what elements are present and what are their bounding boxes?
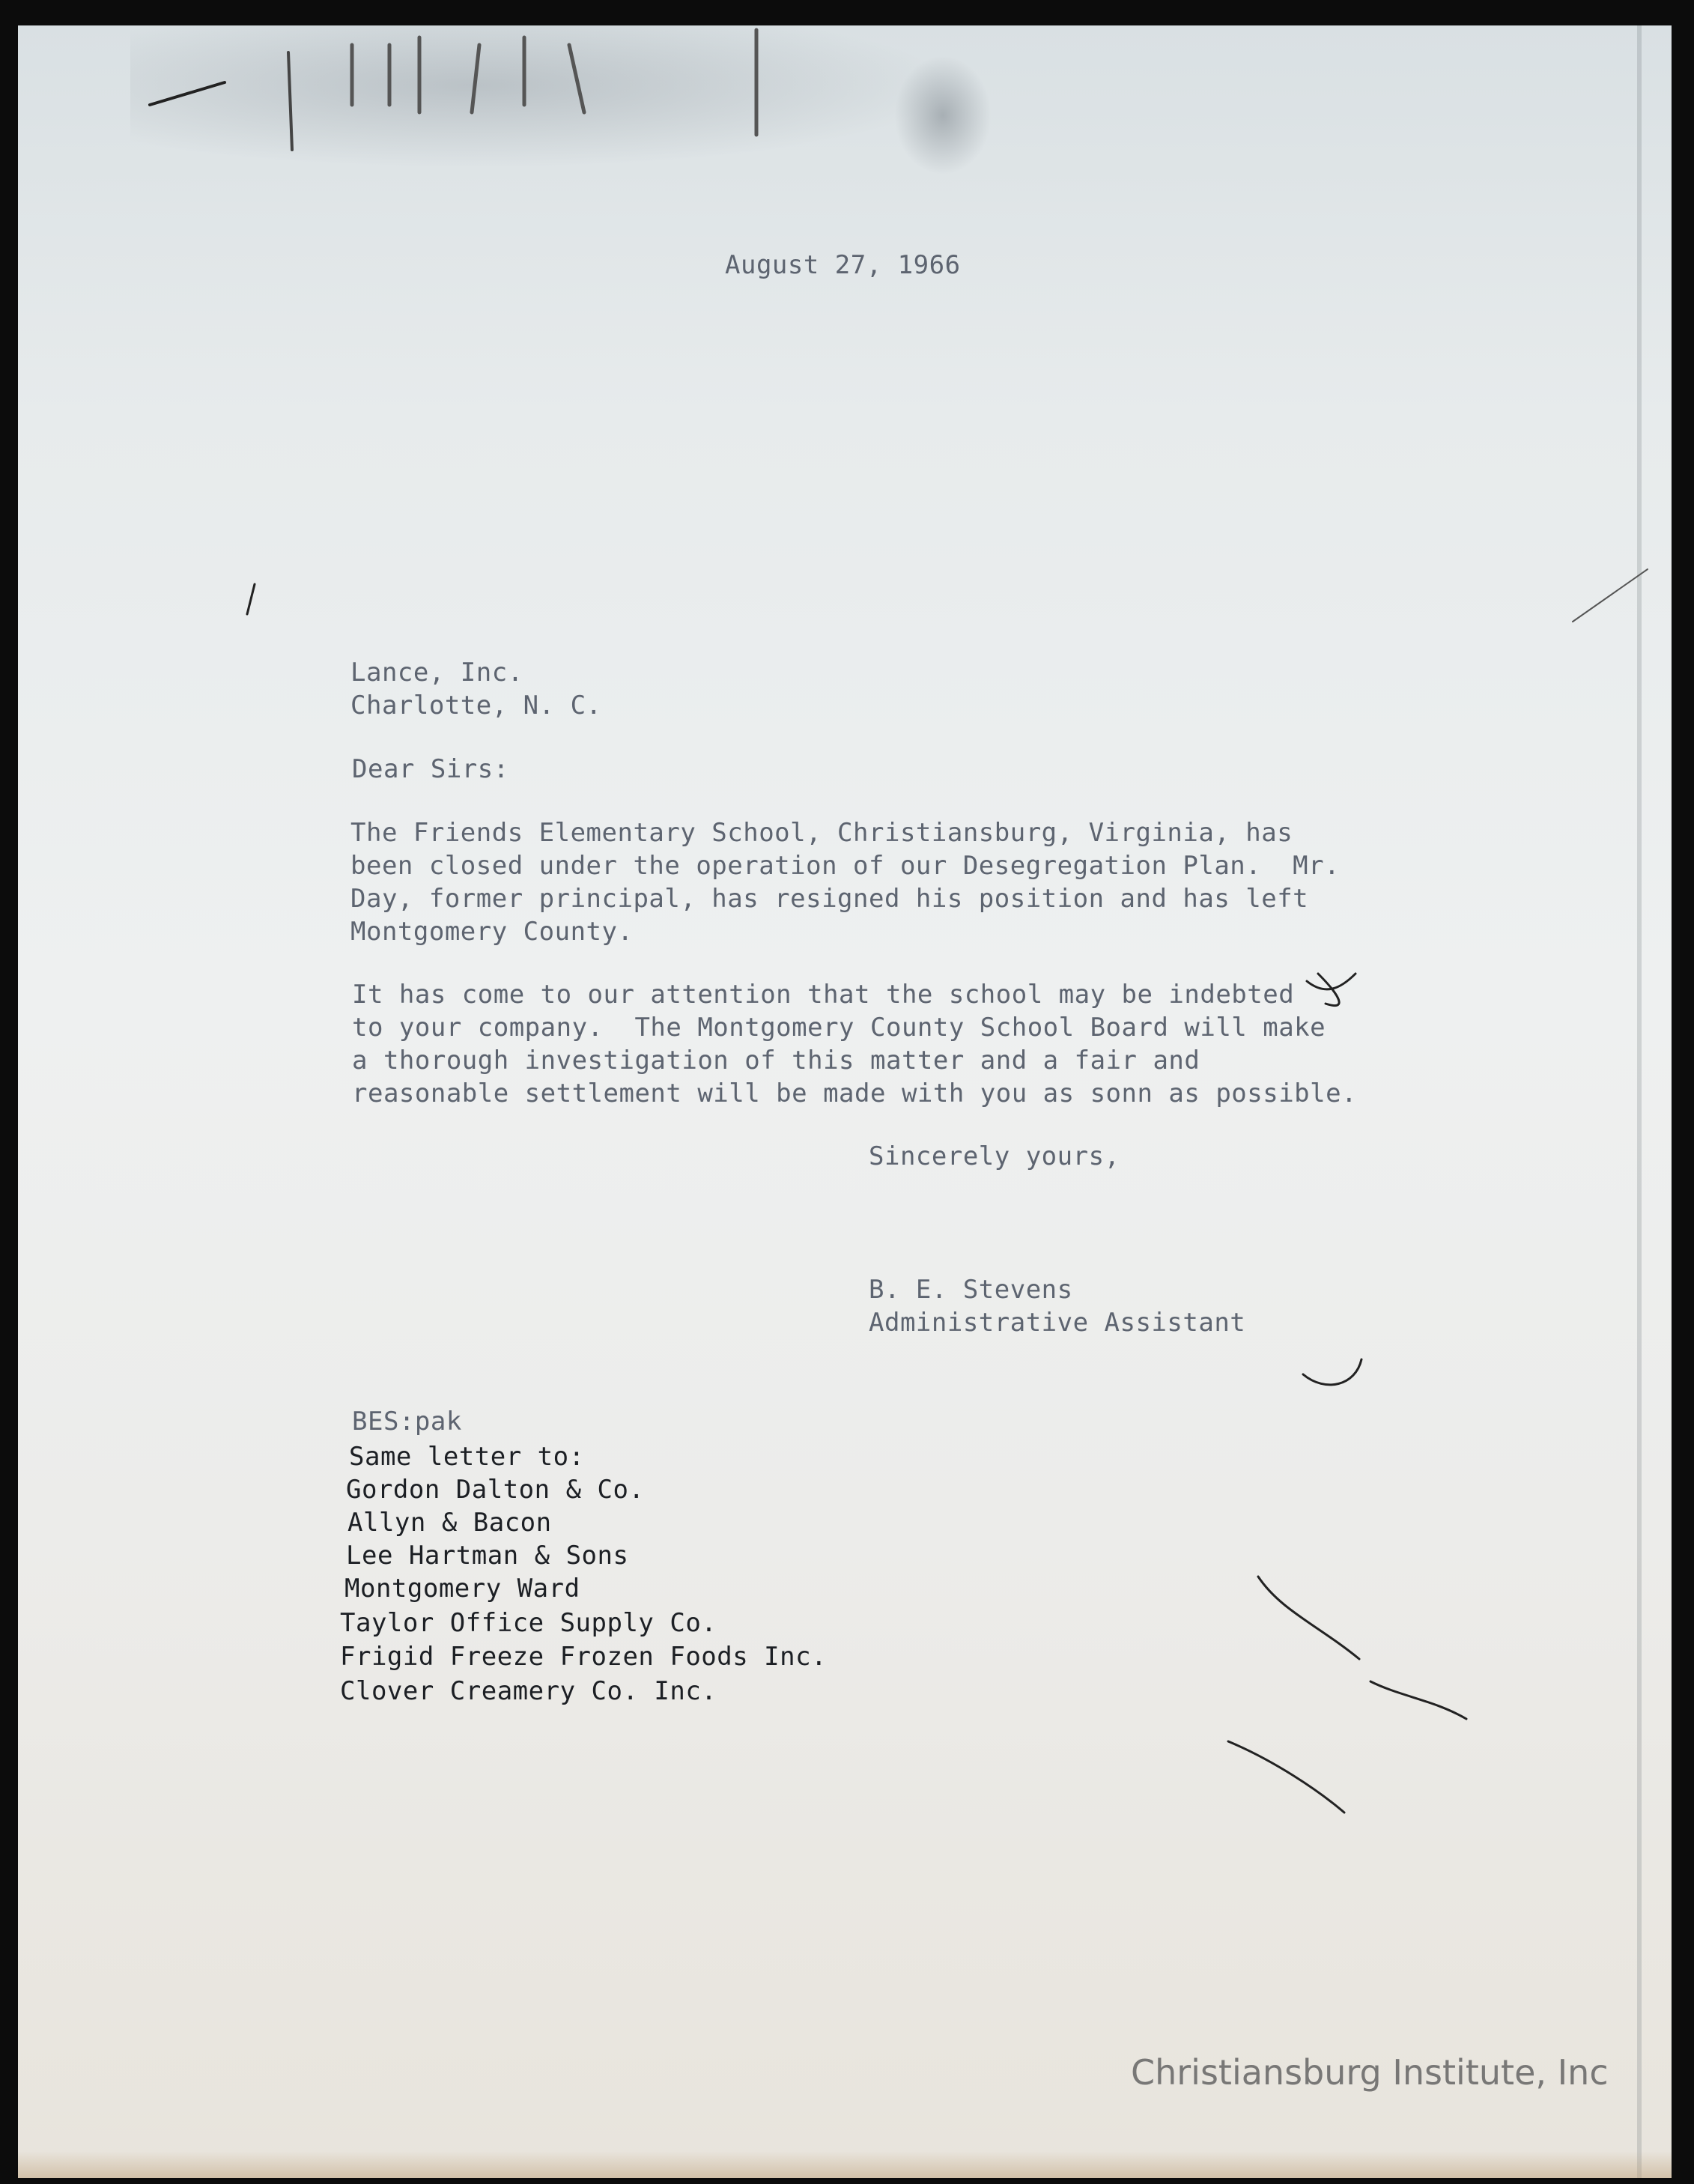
pen-stroke	[150, 82, 225, 105]
pen-stroke	[1370, 1681, 1466, 1719]
distribution-item: Frigid Freeze Frozen Foods Inc.	[340, 1642, 828, 1672]
signer-name: B. E. Stevens	[869, 1275, 1073, 1305]
distribution-item: Gordon Dalton & Co.	[346, 1475, 645, 1505]
pen-stroke	[1258, 1577, 1359, 1659]
paragraph1-line: Day, former principal, has resigned his position and has left	[350, 884, 1309, 914]
pen-stroke	[288, 52, 292, 150]
distribution-item: Clover Creamery Co. Inc.	[340, 1676, 717, 1706]
recipient-name: Lance, Inc.	[350, 658, 523, 688]
typist-initials: BES:pak	[352, 1407, 462, 1437]
pen-stroke	[1573, 569, 1648, 622]
distribution-item: Montgomery Ward	[344, 1574, 580, 1604]
distribution-heading: Same letter to:	[349, 1442, 585, 1472]
letter-date: August 27, 1966	[725, 250, 961, 280]
distribution-item: Lee Hartman & Sons	[346, 1541, 629, 1571]
pen-stroke	[1303, 1359, 1361, 1385]
paragraph2-line: a thorough investigation of this matter and a fair and	[352, 1046, 1200, 1076]
pen-stroke	[352, 30, 756, 135]
salutation: Dear Sirs:	[352, 754, 509, 784]
pen-stroke	[1228, 1741, 1344, 1813]
distribution-item: Allyn & Bacon	[347, 1508, 552, 1538]
recipient-address: Charlotte, N. C.	[350, 691, 602, 721]
paragraph1-line: Montgomery County.	[350, 917, 634, 947]
paragraph2-line: to your company. The Montgomery County School Board will make	[352, 1013, 1326, 1043]
pen-stroke	[247, 584, 255, 614]
closing: Sincerely yours,	[869, 1141, 1120, 1171]
paragraph1-line: been closed under the operation of our Desegregation Plan. Mr.	[350, 851, 1341, 881]
distribution-item: Taylor Office Supply Co.	[340, 1608, 717, 1638]
signer-title: Administrative Assistant	[869, 1308, 1246, 1338]
paragraph2-line: It has come to our attention that the school may be indebted	[352, 980, 1295, 1010]
paragraph1-line: The Friends Elementary School, Christiansburg, Virginia, has	[350, 818, 1293, 848]
archive-watermark: Christiansburg Institute, Inc	[1131, 2052, 1609, 2093]
paragraph2-line: reasonable settlement will be made with you as sonn as possible.	[352, 1079, 1358, 1108]
